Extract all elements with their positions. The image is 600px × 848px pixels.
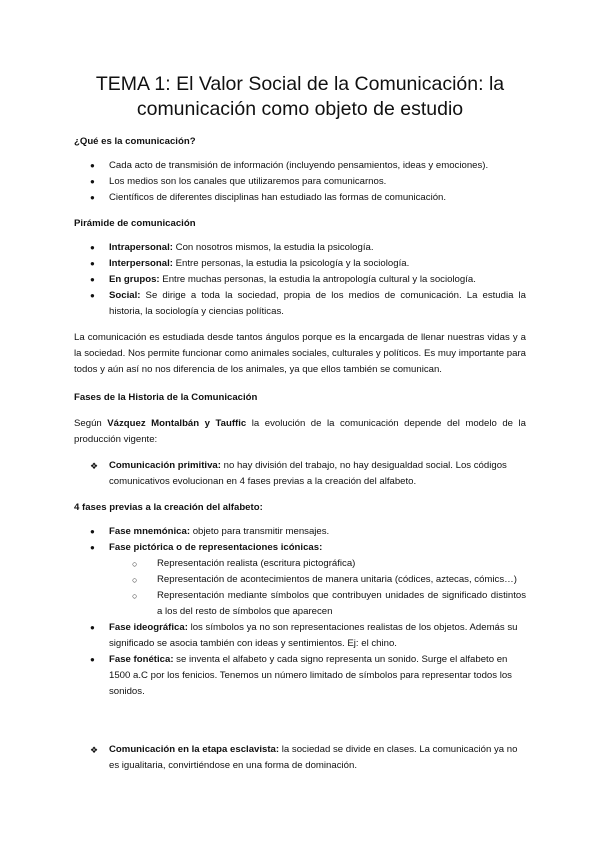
bullet-icon: ● (90, 259, 95, 268)
list-item: ○ Representación mediante símbolos que contribuyen unidades de significado distintos a los del resto de símbolos que aparecen (132, 590, 526, 617)
bullet-icon: ● (90, 655, 95, 664)
spacer (74, 706, 526, 736)
list-que-es (74, 158, 526, 206)
list-piramide (74, 240, 526, 320)
list-item: ● Fase mnemónica: objeto para transmitir mensajes. (74, 524, 526, 540)
list-esclavista (74, 742, 526, 774)
list-item: ● En grupos: Entre muchas personas, la estudia la antropología cultural y la sociología. (74, 272, 526, 288)
circle-bullet-icon: ○ (132, 591, 138, 601)
bullet-icon: ● (90, 275, 95, 284)
list-item: ● Social: Se dirige a toda la sociedad, propia de los medios de comunicación. La estudia la historia, la sociología y ciencias políticas. (90, 290, 526, 317)
heading-fases: Fases de la Historia de la Comunicación (74, 392, 258, 403)
list-item: ● Cada acto de transmisión de información (incluyendo pensamientos, ideas y emociones). (74, 158, 526, 174)
title-line-1: TEMA 1: El Valor Social de la Comunicación: la (95, 73, 505, 95)
diamond-bullet-icon: ❖ (90, 461, 99, 471)
bullet-icon: ● (90, 243, 95, 252)
list-item: ● Fase fonética: se inventa el alfabeto y cada signo representa un sonido. Surge el alfabeto en 1500 a.C por los fenicios. Tenemos un número limitado de símbolos para representar todos los sonidos. (90, 654, 512, 697)
circle-bullet-icon: ○ (132, 559, 138, 569)
title-line-2: comunicación como objeto de estudio (136, 98, 464, 120)
heading-piramide: Pirámide de comunicación (74, 218, 196, 229)
bullet-icon: ● (90, 177, 95, 186)
bullet-icon: ● (90, 193, 95, 202)
page-title (74, 72, 526, 122)
list-primitiva (74, 458, 526, 490)
bullet-icon: ● (90, 543, 95, 552)
bullet-icon: ● (90, 527, 95, 536)
list-item: ❖ Comunicación en la etapa esclavista: la sociedad se divide en clases. La comunicación ya no es igualitaria, convirtiéndose en una forma de dominación. (90, 744, 518, 771)
sublist-pictorica (109, 556, 526, 620)
list-item: ● Fase pictórica o de representaciones icónicas: ○ Representación realista (escritura pictográfica) ○ Representación de acontecimientos de manera unitaria (códices, aztecas, cómics…) ○ Representación mediante símbolos que contribuyen unidades de significado distintos a los del resto de símbolos que aparecen (74, 540, 526, 620)
list-alfabeto (74, 524, 526, 700)
heading-alfabeto: 4 fases previas a la creación del alfabeto: (74, 502, 263, 513)
list-item: ❖ Comunicación primitiva: no hay división del trabajo, no hay desigualdad social. Los códigos comunicativos evolucionan en 4 fases previas a la creación del alfabeto. (90, 460, 507, 487)
list-item: ○ Representación realista (escritura pictográfica) (109, 556, 526, 572)
list-item: ● Los medios son los canales que utilizaremos para comunicarnos. (74, 174, 526, 190)
paragraph-fases-intro: Según Vázquez Montalbán y Tauffic la evolución de la comunicación depende del modelo de la producción vigente: (74, 418, 526, 445)
paragraph-angulos: La comunicación es estudiada desde tantos ángulos porque es la encargada de llenar nuestras vidas y a la sociedad. Nos permite funcionar como animales sociales, culturales y políticos. Es muy importante para todos y aún así no nos diferencia de los animales, ya que ellos también se comunican. (74, 332, 526, 375)
list-item: ○ Representación de acontecimientos de manera unitaria (códices, aztecas, cómics…) (109, 572, 526, 588)
list-item: ● Intrapersonal: Con nosotros mismos, la estudia la psicología. (74, 240, 526, 256)
diamond-bullet-icon: ❖ (90, 745, 99, 755)
bullet-icon: ● (90, 161, 95, 170)
list-item: ● Interpersonal: Entre personas, la estudia la psicología y la sociología. (74, 256, 526, 272)
list-item: ● Científicos de diferentes disciplinas han estudiado las formas de comunicación. (74, 190, 526, 206)
bullet-icon: ● (90, 291, 95, 300)
heading-que-es: ¿Qué es la comunicación? (74, 136, 196, 147)
list-item: ● Fase ideográfica: los símbolos ya no son representaciones realistas de los objetos. Además su significado se asocia también con ideas y sentimientos. Ej: el chino. (90, 622, 518, 649)
bullet-icon: ● (90, 623, 95, 632)
circle-bullet-icon: ○ (132, 575, 138, 585)
